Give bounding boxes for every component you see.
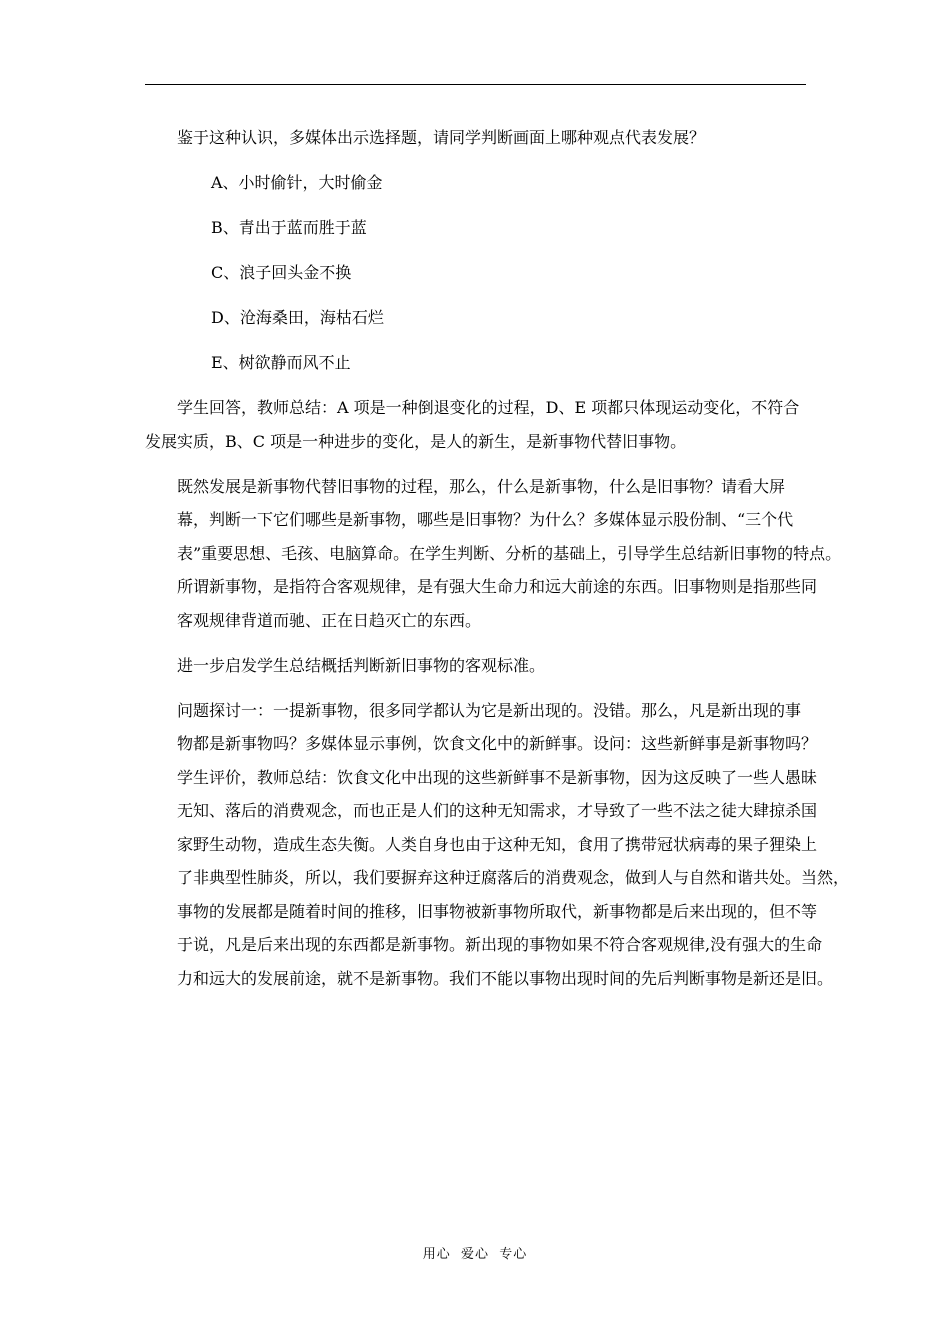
- option-d-text: D、沧海桑田，海枯石烂: [211, 308, 384, 327]
- page-footer: [0, 1245, 950, 1265]
- header-divider: [145, 84, 806, 85]
- discussion-line-8: 于说，凡是后来出现的东西都是新事物。新出现的事物如果不符合客观规律,没有强大的生命: [177, 935, 823, 954]
- option-d: [145, 301, 810, 335]
- option-c-text: C、浪子回头金不换: [211, 263, 352, 282]
- new-old-line-2: 幕，判断一下它们哪些是新事物，哪些是旧事物？为什么？多媒体显示股份制、“三个代: [177, 510, 794, 529]
- new-old-line-5: 客观规律背道而驰、正在日趋灭亡的东西。: [177, 610, 482, 630]
- discussion-line-6: 了非典型性肺炎，所以，我们要摒弃这种迂腐落后的消费观念，做到人与自然和谐共处。当然，: [177, 868, 850, 887]
- option-c: [145, 256, 810, 290]
- discussion-line-7: 事物的发展都是随着时间的推移，旧事物被新事物所取代，新事物都是后来出现的，但不等: [177, 901, 818, 921]
- standard-line-1: 进一步启发学生总结概括判断新旧事物的客观标准。: [177, 655, 546, 675]
- standard-paragraph: [145, 649, 810, 683]
- new-old-line-3: 表”重要思想、毛孩、电脑算命。在学生判断、分析的基础上，引导学生总结新旧事物的特点。: [177, 543, 842, 563]
- new-old-line-1: 既然发展是新事物代替旧事物的过程，那么，什么是新事物，什么是旧事物？请看大屏: [177, 476, 786, 496]
- answer-paragraph: [145, 391, 810, 458]
- intro-question-text: 鉴于这种认识，多媒体出示选择题，请同学判断画面上哪种观点代表发展？: [177, 128, 706, 147]
- footer-text: 用心 爱心 专心: [422, 1247, 528, 1262]
- discussion-line-5: 家野生动物，造成生态失衡。人类自身也由于这种无知，食用了携带冠状病毒的果子狸染上: [177, 834, 818, 854]
- new-old-line-4: 所谓新事物，是指符合客观规律，是有强大生命力和远大前途的东西。旧事物则是指那些同: [177, 577, 818, 596]
- discussion-line-4: 无知、落后的消费观念，而也正是人们的这种无知需求，才导致了一些不法之徒大肆掠杀国: [177, 801, 818, 820]
- option-e-text: E、树欲静而风不止: [211, 353, 351, 372]
- discussion-line-1: 问题探讨一：一提新事物，很多同学都认为它是新出现的。没错。那么，凡是新出现的事: [177, 700, 802, 720]
- option-a: [145, 166, 810, 200]
- new-old-paragraph: [145, 470, 842, 638]
- answer-line-1: 学生回答，教师总结：A 项是一种倒退变化的过程，D、E 项都只体现运动变化，不符合: [177, 398, 800, 417]
- option-a-text: A、小时偷针，大时偷金: [211, 173, 383, 192]
- intro-question: [145, 121, 810, 155]
- discussion-paragraph: [145, 694, 850, 996]
- option-e: [145, 346, 810, 380]
- discussion-line-2: 物都是新事物吗？多媒体显示事例，饮食文化中的新鲜事。设问：这些新鲜事是新事物吗？: [177, 734, 818, 753]
- option-b: [145, 211, 810, 245]
- option-b-text: B、青出于蓝而胜于蓝: [211, 218, 367, 237]
- document-body: [145, 121, 850, 1007]
- discussion-line-9: 力和远大的发展前途，就不是新事物。我们不能以事物出现时间的先后判断事物是新还是旧。: [177, 968, 834, 988]
- answer-line-2: 发展实质，B、C 项是一种进步的变化，是人的新生，是新事物代替旧事物。: [145, 431, 687, 451]
- discussion-line-3: 学生评价，教师总结：饮食文化中出现的这些新鲜事不是新事物，因为这反映了一些人愚昧: [177, 767, 818, 787]
